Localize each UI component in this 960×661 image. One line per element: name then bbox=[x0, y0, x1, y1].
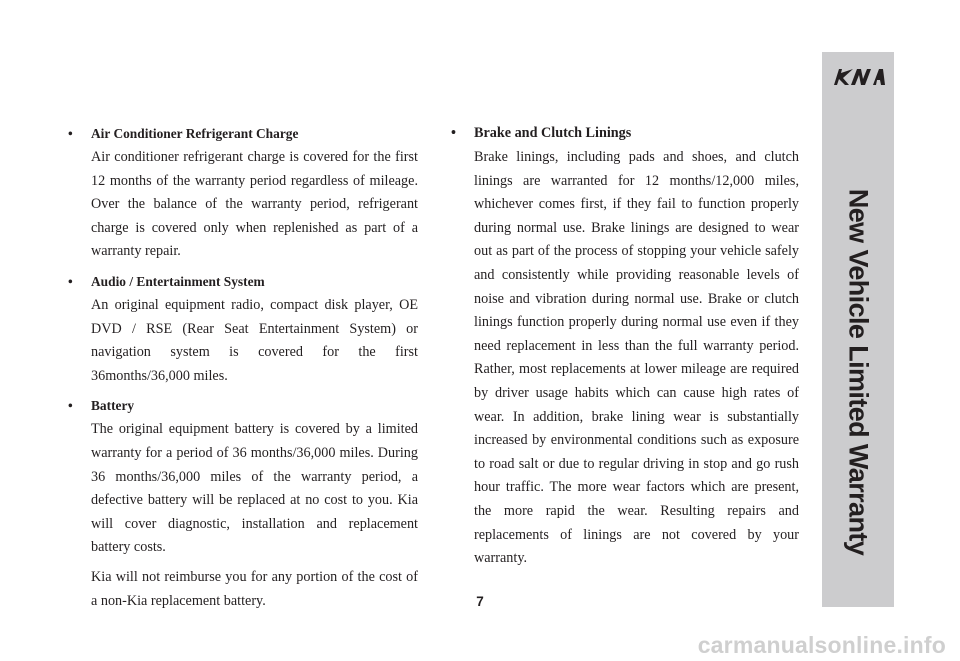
section-ac-refrigerant bbox=[68, 124, 418, 264]
left-column bbox=[68, 124, 418, 621]
page-number: 7 bbox=[476, 594, 484, 609]
bullet-icon: • bbox=[451, 125, 456, 141]
sidebar-title: New Vehicle Limited Warranty bbox=[843, 188, 874, 556]
section-heading-text: Air Conditioner Refrigerant Charge bbox=[91, 126, 299, 141]
section-battery bbox=[68, 396, 418, 613]
watermark: carmanualsonline.info bbox=[697, 632, 946, 658]
section-heading bbox=[68, 396, 418, 415]
chapter-sidebar bbox=[822, 52, 894, 607]
body-paragraph: The original equipment battery is covered by a limited warranty for a period of 36 months/36,000 miles. During 36 months/36,000 miles of the warranty period, a defective battery will be replaced at no cost to you. Kia will cover diagnostic, installation and replacement battery costs. bbox=[91, 421, 418, 556]
section-brake-clutch-linings bbox=[451, 124, 799, 571]
bullet-icon: • bbox=[68, 398, 73, 414]
body-paragraph: An original equipment radio, compact disk player, OE DVD / RSE (Rear Seat Entertainment System) or navigation system is covered for the first 36months/36,000 miles. bbox=[91, 296, 418, 384]
section-heading bbox=[68, 124, 418, 143]
body-paragraph: Air conditioner refrigerant charge is covered for the first 12 months of the warranty period regardless of mileage. Over the balance of the warranty period, refrigerant charge is covered only when replenished as part of a warranty repair. bbox=[91, 149, 418, 260]
right-column bbox=[451, 124, 799, 579]
kia-logo-icon bbox=[829, 57, 889, 97]
section-heading-text: Brake and Clutch Linings bbox=[474, 125, 632, 141]
bullet-icon: • bbox=[68, 273, 73, 289]
section-heading bbox=[68, 272, 418, 291]
section-audio-entertainment bbox=[68, 272, 418, 388]
section-heading bbox=[451, 124, 799, 143]
section-heading-text: Battery bbox=[91, 398, 135, 414]
bullet-icon: • bbox=[68, 126, 73, 141]
body-paragraph: Brake linings, including pads and shoes, and clutch linings are warranted for 12 months/12,000 miles, whichever comes first, if they fail to function properly during normal use. Brake linings are designed to wear out as part of the process of stopping your vehicle safely and consistently while providing reasonable levels of noise and vibration during normal use. Brake or clutch linings function properly during normal use even if they need replacement in less than the full warranty period. Rather, most replacements at lower mileage are required by driver usage habits which can cause high rates of wear. In addition, brake lining wear is substantially increased by environmental conditions such as exposure to road salt or due to regular driving in stop and go rush hour traffic. The more wear factors which are present, the more rapid the wear. Resulting repairs and replacements of linings are not covered by your warranty. bbox=[474, 149, 799, 567]
section-heading-text: Audio / Entertainment System bbox=[91, 273, 265, 289]
body-paragraph: Kia will not reimburse you for any portion of the cost of a non-Kia replacement battery. bbox=[91, 568, 418, 609]
